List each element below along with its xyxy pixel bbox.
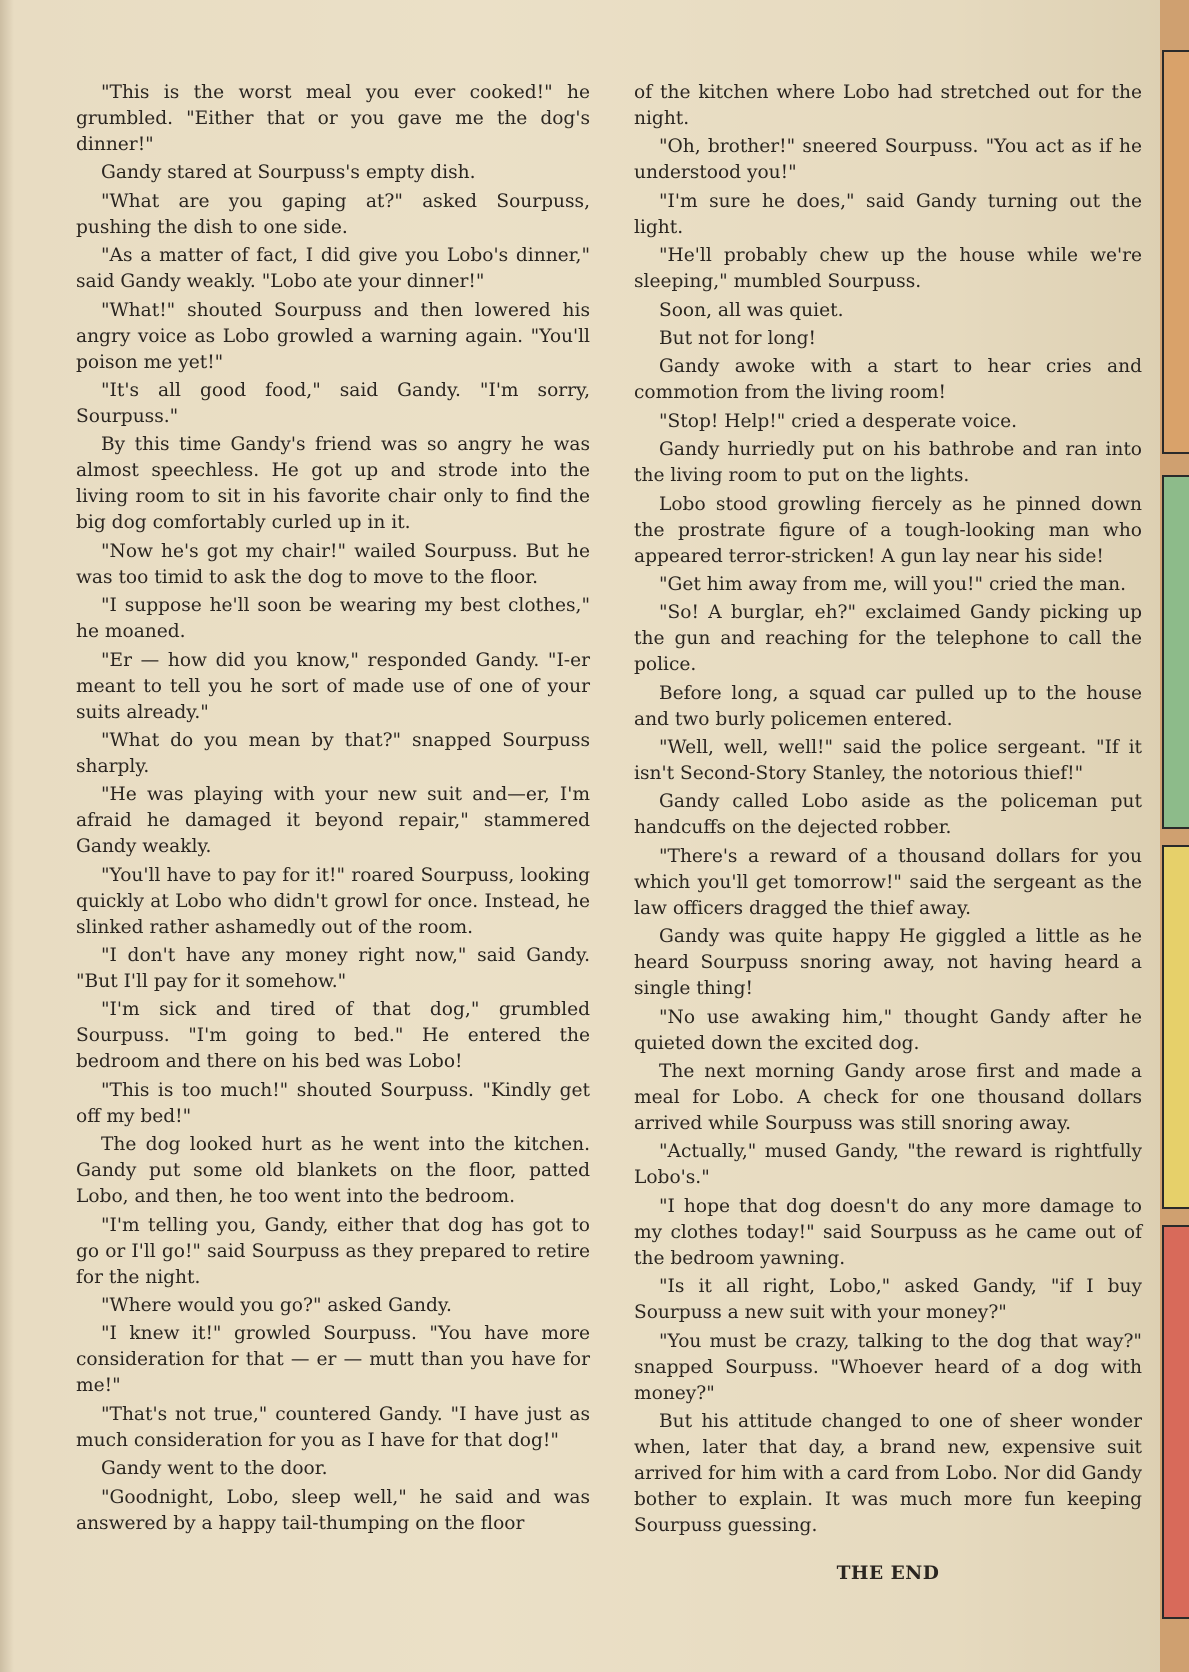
paragraph: But his attitude changed to one of sheer wonder when, later that day, a brand new, expensive suit arrived for him with a card from Lobo. Nor did Gandy bother to explain. It was much more fun keeping Sourpuss guessing. <box>634 1410 1142 1536</box>
paragraph: "It's all good food," said Gandy. "I'm sorry, Sourpuss." <box>76 379 590 427</box>
paragraph: Before long, a squad car pulled up to the house and two burly policemen entered. <box>634 682 1142 730</box>
adjacent-comic-panel <box>1162 475 1189 829</box>
paragraph: "This is the worst meal you ever cooked!" he grumbled. "Either that or you gave me the dog's dinner!" <box>76 82 590 155</box>
paragraph: "As a matter of fact, I did give you Lobo's dinner," said Gandy weakly. "Lobo ate your dinner!" <box>76 245 590 293</box>
paragraph: Gandy called Lobo aside as the policeman put handcuffs on the dejected robber. <box>634 791 1142 839</box>
page-gutter-shadow <box>0 0 14 1672</box>
paragraph: "This is too much!" shouted Sourpuss. "Kindly get off my bed!" <box>76 1079 590 1127</box>
paragraph: "Well, well, well!" said the police sergeant. "If it isn't Second-Story Stanley, the notorious thief!" <box>634 737 1142 785</box>
paragraph: Soon, all was quiet. <box>659 299 844 321</box>
paragraph: The next morning Gandy arose first and made a meal for Lobo. A check for one thousand dollars arrived while Sourpuss was still snoring away. <box>634 1061 1142 1135</box>
paragraph: But not for long! <box>659 327 816 349</box>
paragraph: "Oh, brother!" sneered Sourpuss. "You act as if he understood you!" <box>634 136 1142 184</box>
paragraph: "I hope that dog doesn't do any more damage to my clothes today!" said Sourpuss as he came out of the bedroom yawning. <box>634 1195 1142 1269</box>
paragraph: Lobo stood growling fiercely as he pinned down the prostrate figure of a tough-looking man who appeared terror-stricken! A gun lay near his side! <box>634 493 1142 567</box>
paragraph: Gandy was quite happy He giggled a little as he heard Sourpuss snoring away, not having heard a single thing! <box>634 926 1142 1000</box>
paragraph: Gandy went to the door. <box>101 1458 328 1480</box>
paragraph: "I suppose he'll soon be wearing my best clothes," he moaned. <box>76 595 590 643</box>
paragraph: Gandy awoke with a start to hear cries and commotion from the living room! <box>634 356 1142 404</box>
paragraph: "Get him away from me, will you!" cried the man. <box>659 573 1127 595</box>
the-end-label: THE END <box>836 1562 940 1584</box>
paragraph: "That's not true," countered Gandy. "I have just as much consideration for you as I have for that dog!" <box>76 1403 590 1451</box>
paragraph: "Goodnight, Lobo, sleep well," he said and was answered by a happy tail-thumping on the floor <box>76 1486 590 1534</box>
paragraph: "Now he's got my chair!" wailed Sourpuss. But he was too timid to ask the dog to move to the floor. <box>76 540 590 588</box>
paragraph: "What!" shouted Sourpuss and then lowered his angry voice as Lobo growled a warning again. "You'll poison me yet!" <box>76 299 590 373</box>
paragraph: of the kitchen where Lobo had stretched out for the night. <box>634 82 1142 129</box>
paragraph: "Actually," mused Gandy, "the reward is rightfully Lobo's." <box>634 1141 1142 1189</box>
paragraph: "I'm sure he does," said Gandy turning out the light. <box>634 190 1142 238</box>
paragraph: "No use awaking him," thought Gandy after he quieted down the excited dog. <box>634 1006 1142 1054</box>
paragraph: "He'll probably chew up the house while we're sleeping," mumbled Sourpuss. <box>634 245 1142 293</box>
paragraph: "I knew it!" growled Sourpuss. "You have more consideration for that — er — mutt than you have for me!" <box>76 1323 590 1397</box>
paragraph: "He was playing with your new suit and—er, I'm afraid he damaged it beyond repair," stammered Gandy weakly. <box>76 784 590 858</box>
paragraph: "You'll have to pay for it!" roared Sourpuss, looking quickly at Lobo who didn't growl for once. Instead, he slinked rather ashamedly out of the room. <box>76 864 590 938</box>
paragraph: "What do you mean by that?" snapped Sourpuss sharply. <box>76 729 590 777</box>
paragraph: "Er — how did you know," responded Gandy. "I-er meant to tell you he sort of made use of one of your suits already." <box>76 649 590 723</box>
paragraph: "What are you gaping at?" asked Sourpuss, pushing the dish to one side. <box>76 190 590 238</box>
paragraph: "Where would you go?" asked Gandy. <box>101 1295 452 1317</box>
paragraph: "Stop! Help!" cried a desperate voice. <box>659 410 1017 432</box>
paragraph: "You must be crazy, talking to the dog that way?" snapped Sourpuss. "Whoever heard of a dog with money?" <box>634 1330 1142 1404</box>
left-text-column <box>76 80 590 1539</box>
paragraph: "So! A burglar, eh?" exclaimed Gandy picking up the gun and reaching for the telephone to call the police. <box>634 602 1142 676</box>
paragraph: Gandy hurriedly put on his bathrobe and ran into the living room to put on the lights. <box>634 439 1142 487</box>
paragraph: "Is it all right, Lobo," asked Gandy, "if I buy Sourpuss a new suit with your money?" <box>634 1276 1142 1324</box>
paragraph: "I'm sick and tired of that dog," grumbled Sourpuss. "I'm going to bed." He entered the bedroom and there on his bed was Lobo! <box>76 999 590 1073</box>
paragraph: Gandy stared at Sourpuss's empty dish. <box>101 162 476 184</box>
paragraph: By this time Gandy's friend was so angry he was almost speechless. He got up and strode into the living room to sit in his favorite chair only to find the big dog comfortably curled up in it. <box>76 434 590 534</box>
paragraph: "There's a reward of a thousand dollars for you which you'll get tomorrow!" said the sergeant as the law officers dragged the thief away. <box>634 845 1142 919</box>
adjacent-comic-panel <box>1162 50 1189 454</box>
paragraph: The dog looked hurt as he went into the kitchen. Gandy put some old blankets on the floor, patted Lobo, and then, he too went into the bedroom. <box>76 1134 590 1208</box>
adjacent-comic-panel <box>1162 1225 1189 1619</box>
adjacent-comic-panel <box>1162 845 1189 1209</box>
paragraph: "I'm telling you, Gandy, either that dog has got to go or I'll go!" said Sourpuss as they prepared to retire for the night. <box>76 1214 590 1288</box>
paragraph: "I don't have any money right now," said Gandy. "But I'll pay for it somehow." <box>76 945 590 993</box>
right-text-column <box>634 80 1142 1587</box>
